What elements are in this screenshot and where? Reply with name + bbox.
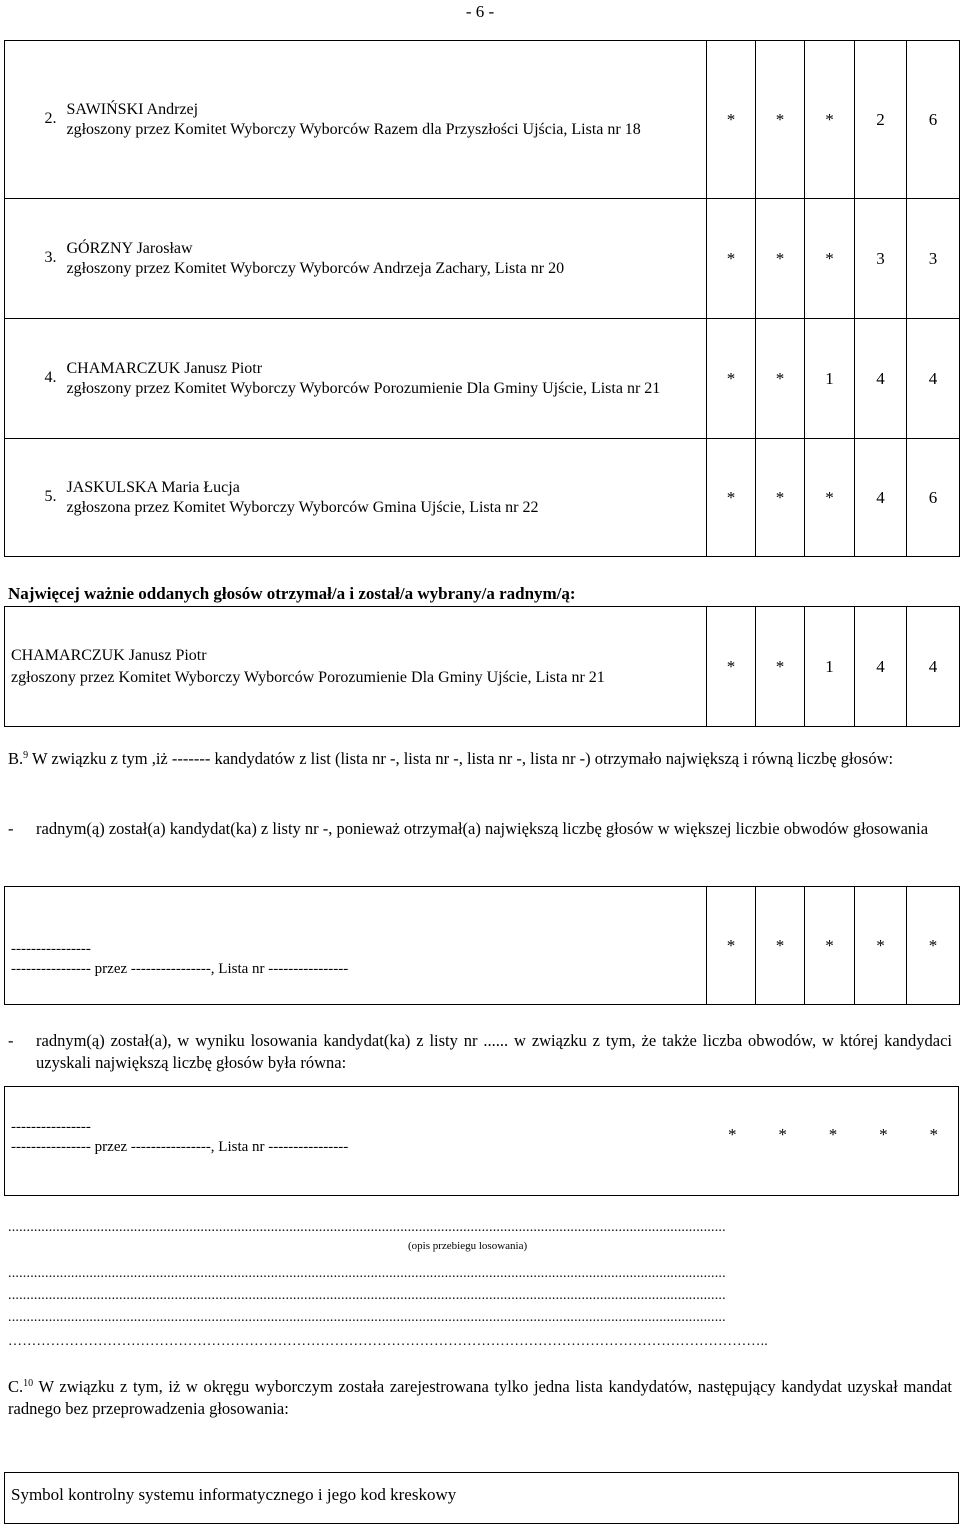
box-2-digit-5: * xyxy=(929,1125,938,1144)
winner-name: CHAMARCZUK Janusz Piotr xyxy=(11,646,207,664)
dots-line-4: .................................................................................................................................................................................................. xyxy=(8,1310,726,1325)
candidate-description: zgłoszony przez Komitet Wyborczy Wyborców Razem dla Przyszłości Ujścia, Lista nr 18 xyxy=(66,120,641,138)
candidate-row xyxy=(5,41,960,199)
candidate-cell xyxy=(61,41,707,199)
box-2-line-2: ---------------- przez ----------------, Lista nr ---------------- xyxy=(11,1139,349,1155)
winner-digit-1: * xyxy=(707,607,756,727)
candidate-row xyxy=(5,439,960,557)
candidate-vote-digit-1: * xyxy=(707,439,756,557)
box-2-digit-2: * xyxy=(778,1125,787,1144)
winner-digit-2: * xyxy=(756,607,805,727)
candidate-vote-digit-2: * xyxy=(756,319,805,439)
candidate-name: JASKULSKA Maria Łucja xyxy=(66,478,240,496)
candidate-number: 3. xyxy=(5,199,61,319)
section-c-paragraph xyxy=(8,1376,952,1420)
candidate-vote-digit-2: * xyxy=(756,41,805,199)
candidate-vote-digit-4: 2 xyxy=(855,41,907,199)
box-1-digit-1: * xyxy=(707,887,756,1005)
candidate-vote-digit-5: 6 xyxy=(907,41,960,199)
control-symbol-box xyxy=(4,1472,959,1524)
candidate-vote-digit-4: 4 xyxy=(855,439,907,557)
box-2-text-cell xyxy=(11,1117,348,1157)
candidate-name: CHAMARCZUK Janusz Piotr xyxy=(66,359,263,377)
section-b-footnote: 9 xyxy=(23,750,29,761)
candidate-vote-digit-1: * xyxy=(707,199,756,319)
section-b-paragraph xyxy=(8,748,952,770)
box-2-digit-3: * xyxy=(828,1125,838,1144)
candidate-vote-digit-3: 1 xyxy=(805,319,855,439)
winner-row xyxy=(5,607,960,727)
bullet-dash-icon: - xyxy=(8,1031,14,1050)
winner-digit-5: 4 xyxy=(907,607,960,727)
candidates-table xyxy=(4,40,960,557)
box-2-digit-1: * xyxy=(727,1125,737,1144)
box-1-digit-5: * xyxy=(907,887,960,1005)
result-box-2 xyxy=(4,1086,959,1196)
winner-digit-4: 4 xyxy=(855,607,907,727)
candidate-vote-digit-1: * xyxy=(707,319,756,439)
page-number: - 6 - xyxy=(465,2,495,21)
candidate-vote-digit-4: 3 xyxy=(855,199,907,319)
box-2-digit-4: * xyxy=(879,1125,888,1144)
candidate-vote-digit-2: * xyxy=(756,199,805,319)
result-box-1 xyxy=(4,886,960,1005)
winner-description: zgłoszony przez Komitet Wyborczy Wyborców Porozumienie Dla Gminy Ujście, Lista nr 21 xyxy=(11,668,605,686)
candidate-vote-digit-3: * xyxy=(805,199,855,319)
dots-line-5: …………………………………………………………………………………………………………………………………………….. xyxy=(8,1334,768,1349)
candidate-description: zgłoszony przez Komitet Wyborczy Wyborców Andrzeja Zachary, Lista nr 20 xyxy=(66,259,565,277)
bullet-1-text: radnym(ą) został(a) kandydat(ka) z listy nr -, ponieważ otrzymał(a) największą liczbę głosów w większej liczbie obwodów głosowania xyxy=(36,819,929,838)
winner-table xyxy=(4,606,960,727)
box-1-text-cell xyxy=(5,887,707,1005)
box-1-digit-3: * xyxy=(805,887,855,1005)
section-b-bullet-2 xyxy=(8,1030,952,1074)
candidate-vote-digit-3: * xyxy=(805,41,855,199)
section-b-label: B. xyxy=(8,749,24,768)
lottery-caption: (opis przebiegu losowania) xyxy=(408,1240,528,1252)
candidate-vote-digit-5: 3 xyxy=(907,199,960,319)
bullet-2-text: radnym(ą) został(a), w wyniku losowania kandydat(ka) z listy nr ...... w związku z tym, że także liczba obwodów, w której kandydaci uzyskali największą liczbę głosów była równa: xyxy=(36,1031,952,1072)
dots-line-3: .................................................................................................................................................................................................. xyxy=(8,1288,726,1303)
candidate-name: GÓRZNY Jarosław xyxy=(66,239,193,257)
section-b-text: W związku z tym ,iż ------- kandydatów z list (lista nr -, lista nr -, lista nr -, lista nr -) otrzymało największą i równą liczbę głosów: xyxy=(31,749,894,768)
box-1-digit-2: * xyxy=(756,887,805,1005)
candidate-description: zgłoszona przez Komitet Wyborczy Wyborców Gmina Ujście, Lista nr 22 xyxy=(66,498,539,516)
candidate-vote-digit-2: * xyxy=(756,439,805,557)
candidate-number: 2. xyxy=(5,41,61,199)
candidate-cell xyxy=(61,199,707,319)
candidate-row xyxy=(5,319,960,439)
candidate-vote-digit-5: 4 xyxy=(907,319,960,439)
candidate-number: 4. xyxy=(5,319,61,439)
winner-cell xyxy=(5,607,707,727)
winner-digit-3: 1 xyxy=(805,607,855,727)
candidate-cell xyxy=(61,439,707,557)
candidate-description: zgłoszony przez Komitet Wyborczy Wyborców Porozumienie Dla Gminy Ujście, Lista nr 21 xyxy=(66,379,661,397)
candidate-cell xyxy=(61,319,707,439)
box-1-line-1: ---------------- xyxy=(11,940,91,957)
candidate-vote-digit-1: * xyxy=(707,41,756,199)
candidate-vote-digit-3: * xyxy=(805,439,855,557)
candidate-name: SAWIŃSKI Andrzej xyxy=(66,100,199,118)
candidate-vote-digit-5: 6 xyxy=(907,439,960,557)
box-2-line-1: ---------------- xyxy=(11,1119,91,1135)
box-2-digits xyxy=(707,1125,959,1145)
section-c-label: C. xyxy=(8,1377,24,1396)
candidate-number: 5. xyxy=(5,439,61,557)
candidate-row xyxy=(5,199,960,319)
bullet-dash-icon: - xyxy=(8,819,14,838)
candidate-vote-digit-4: 4 xyxy=(855,319,907,439)
control-symbol-label: Symbol kontrolny systemu informatycznego i jego kod kreskowy xyxy=(11,1485,457,1504)
dots-line-2: .................................................................................................................................................................................................. xyxy=(8,1266,726,1281)
dots-line-1: .................................................................................................................................................................................................. xyxy=(8,1220,726,1235)
winner-heading: Najwięcej ważnie oddanych głosów otrzymał/a i został/a wybrany/a radnym/ą: xyxy=(8,584,576,603)
section-b-bullet-1 xyxy=(8,818,952,840)
box-1-line-2: ---------------- przez ----------------, Lista nr ---------------- xyxy=(11,960,349,977)
box-1-digit-4: * xyxy=(855,887,907,1005)
section-c-footnote: 10 xyxy=(23,1378,34,1389)
section-c-text: W związku z tym, iż w okręgu wyborczym została zarejestrowana tylko jedna lista kandydatów, następujący kandydat uzyskał mandat radnego bez przeprowadzenia głosowania: xyxy=(8,1377,953,1418)
